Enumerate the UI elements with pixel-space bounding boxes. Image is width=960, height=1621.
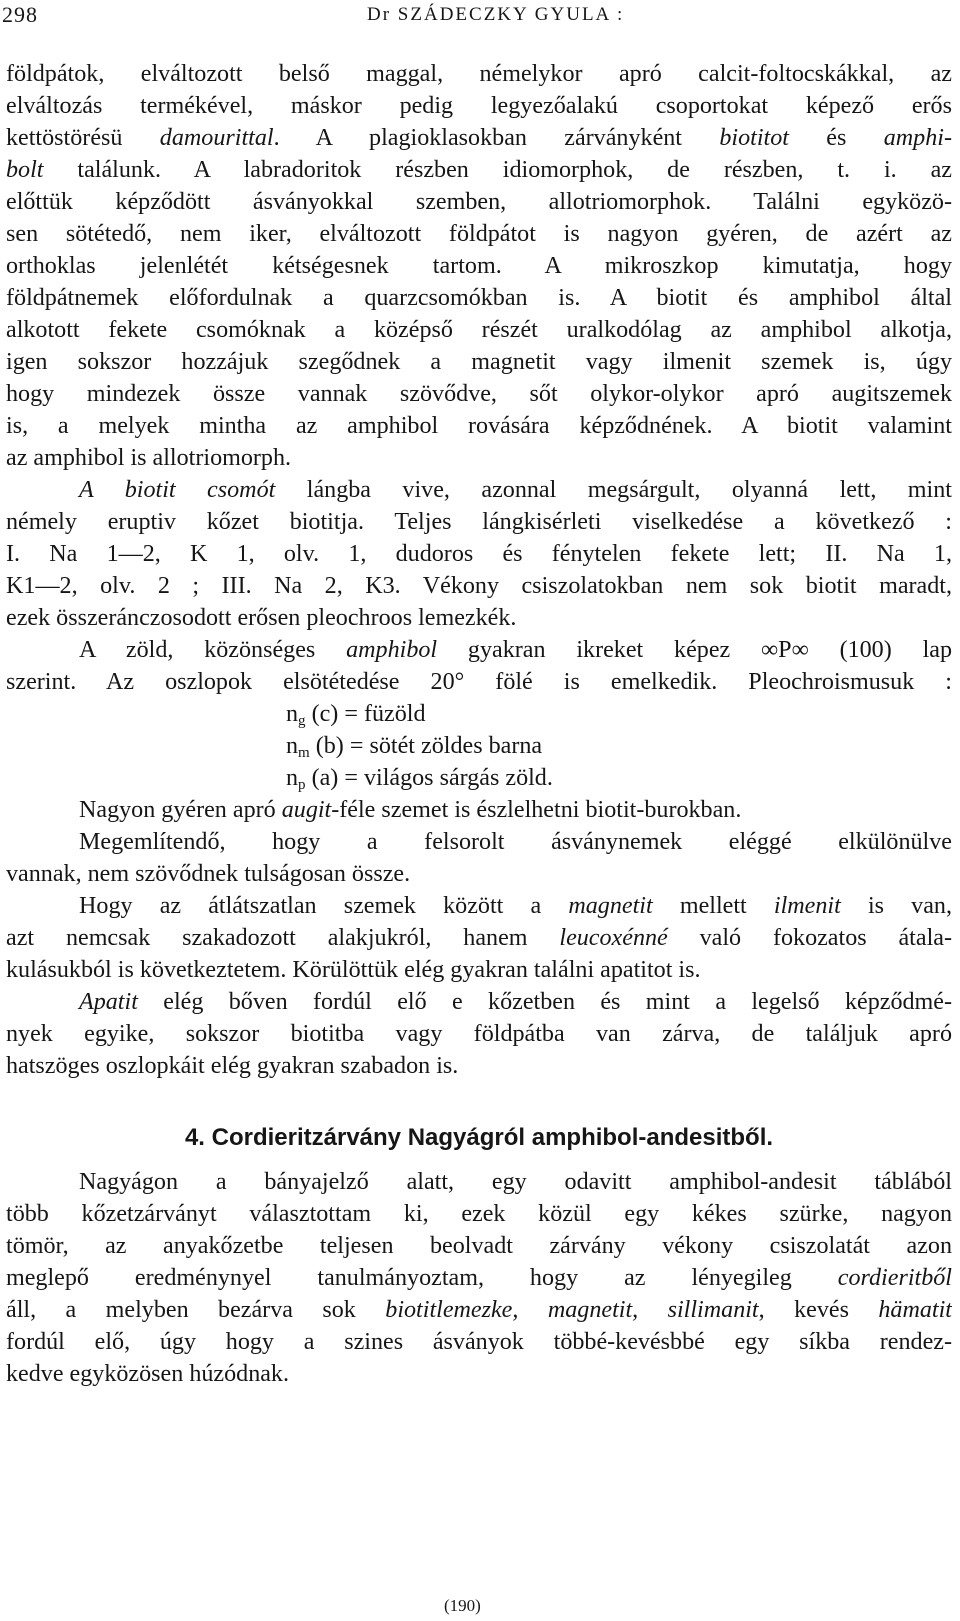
page-number: 298 <box>2 2 38 27</box>
text-line: tömör, az anyakőzetbe teljesen beolvadt zárvány vékony csiszolatát azon <box>6 1233 952 1259</box>
mineral-name: damourittal <box>159 125 274 151</box>
text-line: kettöstörésü damourittal. A plagioklasokban zárványként biotitot és amphi- <box>6 125 952 151</box>
text-line: I. Na 1—2, K 1, olv. 1, dudoros és fénytelen fekete lett; II. Na 1, <box>6 541 952 567</box>
text-line: Megemlítendő, hogy a felsorolt ásványnemek eléggé elkülönülve <box>79 829 952 855</box>
pleochroism-line: $n_p$ (a) = világos sárgás zöld. <box>286 765 553 793</box>
text-line: földpátnemek előfordulnak a quarzcsomókban is. A biotit és amphibol által <box>6 285 952 311</box>
pleochroism-line: $n_g$ (c) = füzöld <box>286 701 426 729</box>
text-line: A biotit csomót lángba vive, azonnal megsárgult, olyanná lett, mint <box>79 477 952 503</box>
text-line: Apatit elég bőven fordúl elő e kőzetben és mint a legelső képződmé- <box>79 989 952 1015</box>
mineral-name: hämatit <box>878 1297 952 1323</box>
text-line: K1—2, olv. 2 ; III. Na 2, K3. Vékony csiszolatokban nem sok biotit maradt, <box>6 573 952 599</box>
text-line: kedve egyközösen húzódnak. <box>6 1361 290 1387</box>
text-line: sen sötétedő, nem iker, elváltozott földpátot is nagyon gyéren, de azért az <box>6 221 952 247</box>
text-line: hatszöges oszlopkáit elég gyakran szabadon is. <box>6 1053 459 1079</box>
text-line: elváltozás termékével, máskor pedig legyezőalakú csoportokat képező erős <box>6 93 952 119</box>
mineral-name: biotitlemezke, magnetit, sillimanit <box>385 1297 759 1323</box>
text-line: meglepő eredménynyel tanulmányoztam, hogy az lényegileg cordieritből <box>6 1265 952 1291</box>
mineral-name: Apatit <box>79 989 138 1015</box>
mineral-name: bolt <box>6 157 44 183</box>
text-line: némely eruptiv kőzet biotitja. Teljes lángkisérleti viselkedése a következő : <box>6 509 952 535</box>
heading-spacer <box>6 1154 952 1166</box>
mineral-name: cordieritből <box>837 1265 952 1291</box>
text-line: A zöld, közönséges amphibol gyakran ikreket képez ∞P∞ (100) lap <box>79 637 952 663</box>
mineral-name: magnetit <box>568 893 653 919</box>
mineral-name: A biotit csomót <box>79 477 276 503</box>
text-line: ezek összeránczosodott erősen pleochroos lemezkék. <box>6 605 517 631</box>
section-heading: 4. Cordieritzárvány Nagyágról amphibol-andesitből. <box>184 1124 774 1151</box>
text-line: hogy mindezek össze vannak szövődve, sőt olykor-olykor apró augitszemek <box>6 381 952 407</box>
text-line: alkotott fekete csomóknak a középső részét uralkodólag az amphibol alkotja, <box>6 317 952 343</box>
text-line: Nagyágon a bányajelző alatt, egy odavitt amphibol-andesit táblából <box>79 1169 952 1195</box>
mineral-name: augit <box>281 797 332 823</box>
mineral-name: leucoxénné <box>559 925 668 951</box>
text-line: vannak, nem szövődnek tulságosan össze. <box>6 861 411 887</box>
footer-page-number: (190) <box>444 1596 481 1615</box>
text-line: is, a melyek mintha az amphibol rovására képződnének. A biotit valamint <box>6 413 952 439</box>
text-line: bolt találunk. A labradoritok részben idiomorphok, de részben, t. i. az <box>6 157 952 183</box>
mineral-name: amphi- <box>883 125 952 151</box>
mineral-name: ilmenit <box>773 893 841 919</box>
mineral-name: biotitot <box>719 125 789 151</box>
text-line: Nagyon gyéren apró augit-féle szemet is észlelhetni biotit-burokban. <box>79 797 742 823</box>
pleochroism-line: $n_m$ (b) = sötét zöldes barna <box>286 733 543 761</box>
text-line: Hogy az átlátszatlan szemek között a magnetit mellett ilmenit is van, <box>79 893 952 919</box>
text-line: igen sokszor hozzájuk szegődnek a magnetit vagy ilmenit szemek is, úgy <box>6 349 952 375</box>
text-line: szerint. Az oszlopok elsötétedése 20° fölé is emelkedik. Pleochroismusuk : <box>6 669 952 695</box>
text-line: előttük képződött ásványokkal szemben, allotriomorphok. Találni egyközö- <box>6 189 952 215</box>
text-line: több kőzetzárványt választottam ki, ezek közül egy kékes szürke, nagyon <box>6 1201 952 1227</box>
text-line: áll, a melyben bezárva sok biotitlemezke, magnetit, sillimanit, kevés hämatit <box>6 1297 952 1323</box>
text-line: földpátok, elváltozott belső maggal, némelykor apró calcit-foltocskákkal, az <box>6 61 952 87</box>
text-line: fordúl elő, úgy hogy a szines ásványok többé-kevésbbé egy síkba rendez- <box>6 1329 952 1355</box>
mineral-name: amphibol <box>346 637 438 663</box>
text-line: orthoklas jelenlétét kétségesnek tartom. A mikroszkop kimutatja, hogy <box>6 253 952 279</box>
text-line: kulásukból is következtetem. Körülöttük elég gyakran találni apatitot is. <box>6 957 701 983</box>
body-text <box>6 58 952 1390</box>
section-spacer <box>6 1082 952 1122</box>
running-header-author: Dr SZÁDECZKY GYULA : <box>367 4 625 25</box>
text-line: az amphibol is allotriomorph. <box>6 445 292 471</box>
text-line: azt nemcsak szakadozott alakjukról, hanem leucoxénné való fokozatos átala- <box>6 925 952 951</box>
text-line: nyek egyike, sokszor biotitba vagy földpátba van zárva, de találjuk apró <box>6 1021 952 1047</box>
